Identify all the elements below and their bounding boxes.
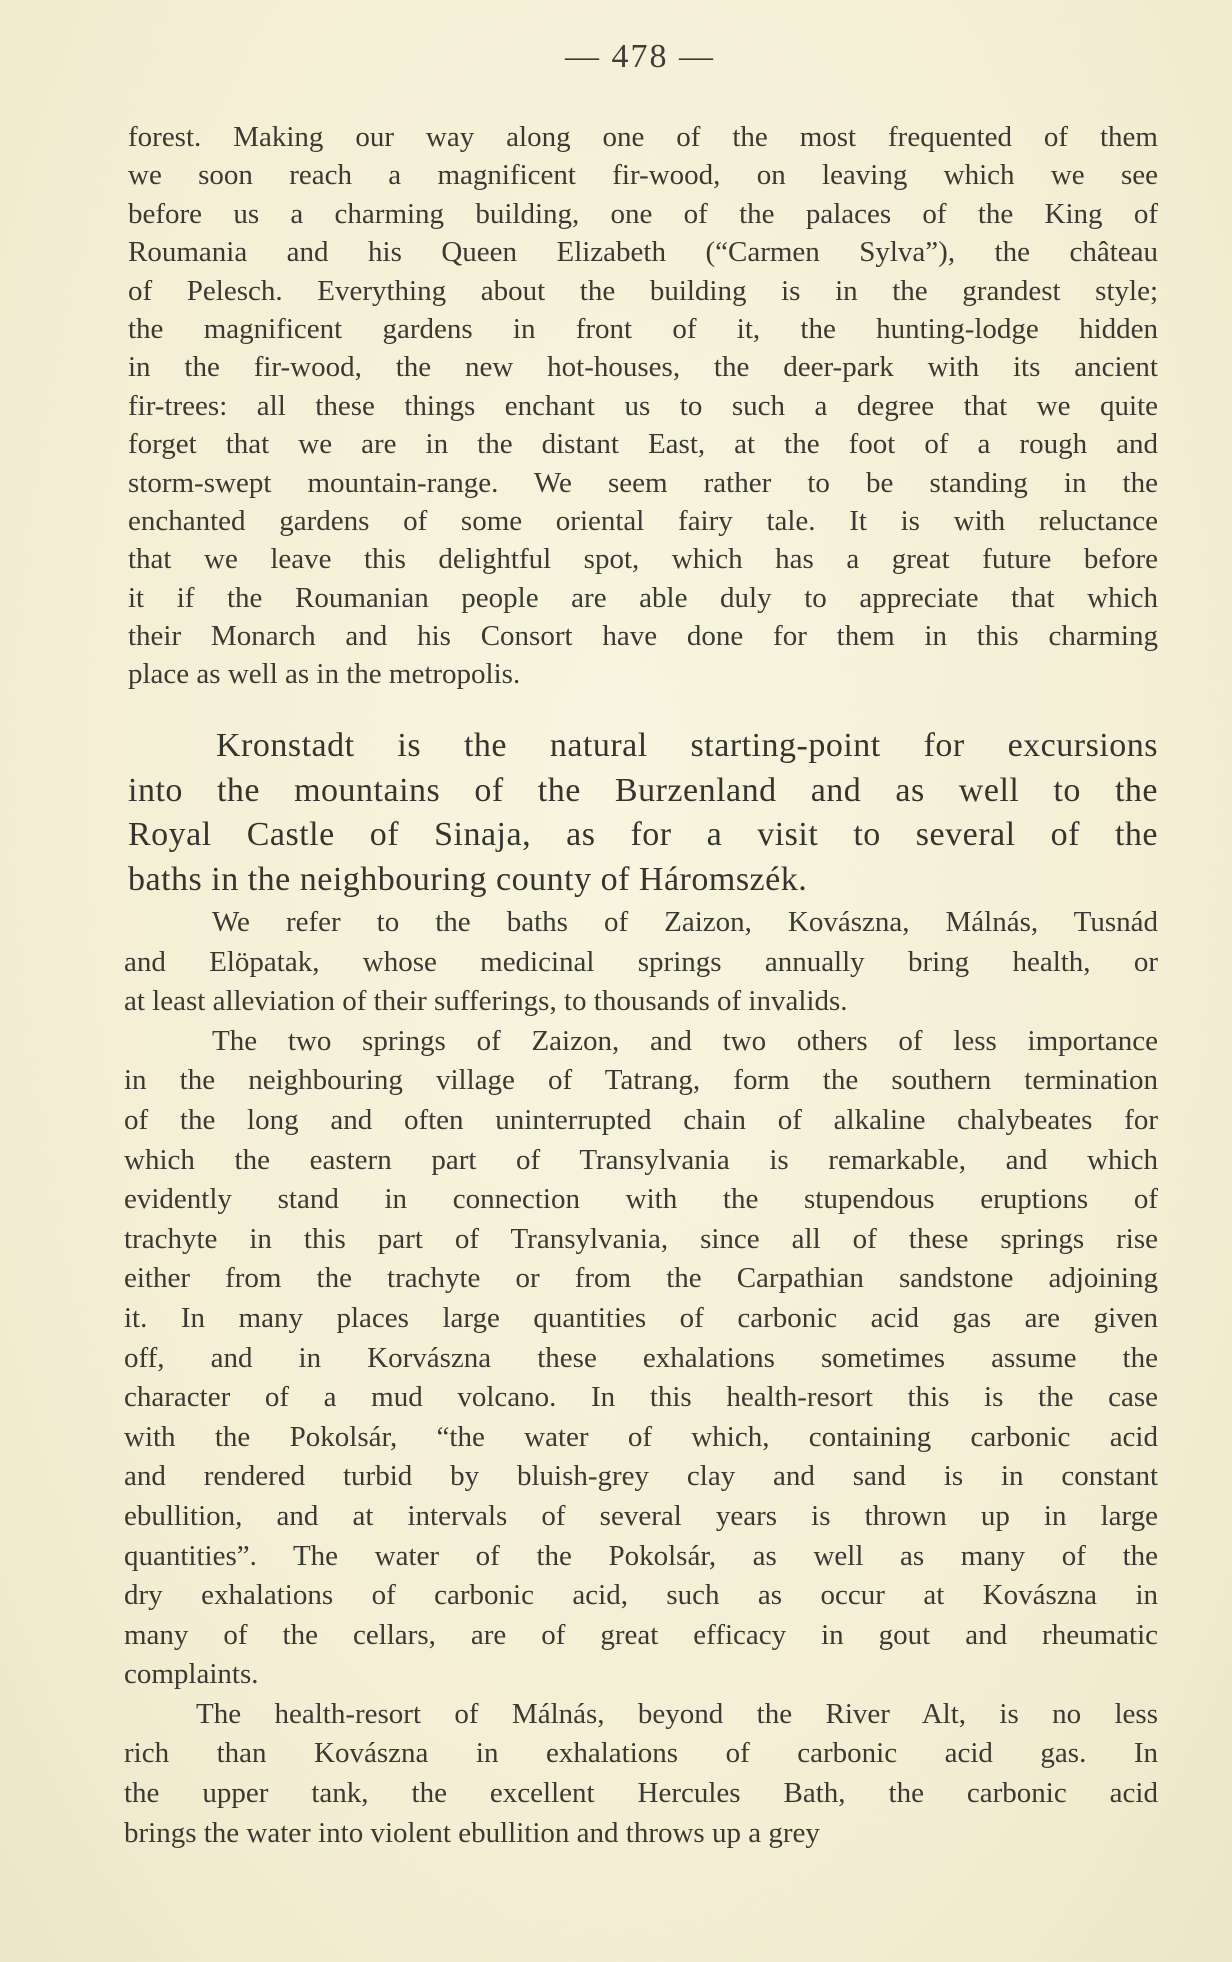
text-line: enchanted gardens of some oriental fairy tale. It is with reluctance: [128, 504, 1158, 537]
text-line: Roumania and his Queen Elizabeth (“Carmen Sylva”), the château: [128, 236, 1158, 269]
text-line: storm-swept mountain-range. We seem rather to be standing in the: [128, 466, 1158, 499]
text-line: with the Pokolsár, “the water of which, containing carbonic acid: [124, 1420, 1158, 1453]
text-line: forget that we are in the distant East, at the foot of a rough and: [128, 428, 1158, 461]
text-line: The health-resort of Málnás, beyond the River Alt, is no less: [196, 1697, 1158, 1730]
text-line: forest. Making our way along one of the most frequented of them: [128, 121, 1158, 153]
section-heading-kronstadt: [128, 724, 1158, 902]
text-line: ebullition, and at intervals of several years is thrown up in large: [124, 1499, 1158, 1532]
paragraph-baths: [124, 903, 1158, 1853]
text-line: and rendered turbid by bluish-grey clay and sand is in constant: [124, 1460, 1158, 1493]
text-line: quantities”. The water of the Pokolsár, as well as many of the: [124, 1539, 1158, 1572]
text-line: complaints.: [124, 1658, 259, 1691]
text-line: dry exhalations of carbonic acid, such as occur at Kovászna in: [124, 1579, 1158, 1612]
text-line: the upper tank, the excellent Hercules Bath, the carbonic acid: [124, 1777, 1158, 1810]
text-line: it. In many places large quantities of carbonic acid gas are given: [124, 1301, 1158, 1334]
text-line: before us a charming building, one of the palaces of the King of: [128, 197, 1158, 230]
text-line: that we leave this delightful spot, which has a great future before: [128, 543, 1158, 576]
text-line: at least alleviation of their sufferings, to thousands of invalids.: [124, 985, 848, 1018]
text-line: their Monarch and his Consort have done for them in this charming: [128, 620, 1158, 653]
text-line: which the eastern part of Transylvania is remarkable, and which: [124, 1143, 1158, 1176]
text-line: into the mountains of the Burzenland and as well to the: [128, 771, 1158, 809]
text-line: it if the Roumanian people are able duly to appreciate that which: [128, 581, 1158, 614]
text-line: and Elöpatak, whose medicinal springs annually bring health, or: [124, 945, 1158, 978]
text-line: The two springs of Zaizon, and two others of less importance: [212, 1024, 1158, 1057]
text-line: of the long and often uninterrupted chain of alkaline chalybeates for: [124, 1103, 1158, 1136]
text-line: brings the water into violent ebullition and throws up a grey: [124, 1816, 820, 1849]
text-line: baths in the neighbouring county of Háromszék.: [128, 860, 808, 898]
text-line: either from the trachyte or from the Carpathian sandstone adjoining: [124, 1262, 1158, 1295]
text-line: Kronstadt is the natural starting-point for excursions: [216, 727, 1158, 764]
text-line: evidently stand in connection with the stupendous eruptions of: [124, 1183, 1158, 1216]
text-line: many of the cellars, are of great efficacy in gout and rheumatic: [124, 1618, 1158, 1651]
text-line: rich than Kovászna in exhalations of carbonic acid gas. In: [124, 1737, 1158, 1770]
text-line: fir-trees: all these things enchant us to such a degree that we quite: [128, 389, 1158, 422]
text-line: the magnificent gardens in front of it, the hunting-lodge hidden: [128, 312, 1158, 345]
text-line: we soon reach a magnificent fir-wood, on leaving which we see: [128, 159, 1158, 192]
text-line: in the fir-wood, the new hot-houses, the deer-park with its ancient: [128, 351, 1158, 384]
text-line: trachyte in this part of Transylvania, since all of these springs rise: [124, 1222, 1158, 1255]
page-number: — 478 —: [565, 38, 715, 75]
text-line: off, and in Korvászna these exhalations sometimes assume the: [124, 1341, 1158, 1374]
text-line: Royal Castle of Sinaja, as for a visit to several of the: [128, 816, 1158, 853]
text-line: We refer to the baths of Zaizon, Kovászna, Málnás, Tusnád: [212, 906, 1158, 938]
text-line: in the neighbouring village of Tatrang, form the southern termination: [124, 1064, 1158, 1097]
text-line: character of a mud volcano. In this health-resort this is the case: [124, 1381, 1158, 1414]
text-line: place as well as in the metropolis.: [128, 658, 521, 691]
text-line: of Pelesch. Everything about the building is in the grandest style;: [128, 274, 1158, 307]
paragraph-forest: [128, 118, 1158, 694]
